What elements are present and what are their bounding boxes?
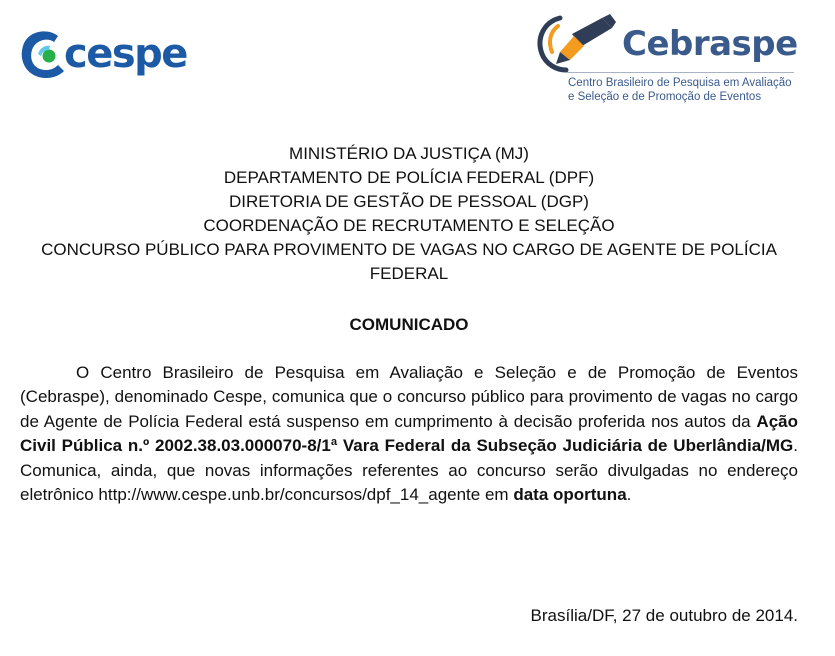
cespe-wordmark: cespe [64,31,187,77]
cespe-mark-icon [18,28,68,82]
body-bold-case-number: Ação Civil Pública n.º 2002.38.03.000070-8/1ª Vara Federal da Subseção Judiciária de Uberlândia/MG [20,411,798,456]
cebraspe-subtitle [568,76,792,104]
cebraspe-divider [566,72,794,73]
document-title: COMUNICADO [349,315,469,334]
header-contest: CONCURSO PÚBLICO PARA PROVIMENTO DE VAGAS NO CARGO DE AGENTE DE POLÍCIA FEDERAL [41,240,777,283]
header-coordination: COORDENAÇÃO DE RECRUTAMENTO E SELEÇÃO [203,216,615,235]
cebraspe-subtitle-line2: e Seleção e de Promoção de Eventos [568,91,762,103]
cespe-logo [18,28,193,84]
body-paragraph [20,361,798,507]
body-bold-opportune-date: data oportuna [513,485,627,505]
cebraspe-logo [530,8,820,108]
institution-header [20,142,798,286]
body-text-part3: . [626,485,632,505]
body-text-part2: . Comunica, ainda, que novas informações referentes ao concurso serão divulgadas no endereço eletrônico http://www.cespe.unb.br/concursos/dpf_14_agente em [20,436,798,505]
cebraspe-subtitle-line1: Centro Brasileiro de Pesquisa em Avaliação [568,77,792,89]
body-text-part1: O Centro Brasileiro de Pesquisa em Avaliação e Seleção e de Promoção de Eventos (Cebraspe), denominado Cespe, comunica que o concurso público para provimento de vagas no cargo de Agente de Polícia Federal está suspenso em cumprimento à decisão proferida nos autos da [20,363,798,431]
header-ministry: MINISTÉRIO DA JUSTIÇA (MJ) [289,144,529,163]
cebraspe-pencil-mark-icon [530,8,622,80]
header-department: DEPARTAMENTO DE POLÍCIA FEDERAL (DPF) [223,168,595,187]
date-line: Brasília/DF, 27 de outubro de 2014. [530,606,798,625]
header-directorate: DIRETORIA DE GESTÃO DE PESSOAL (DGP) [229,192,589,211]
cebraspe-wordmark: Cebraspe [622,24,798,64]
